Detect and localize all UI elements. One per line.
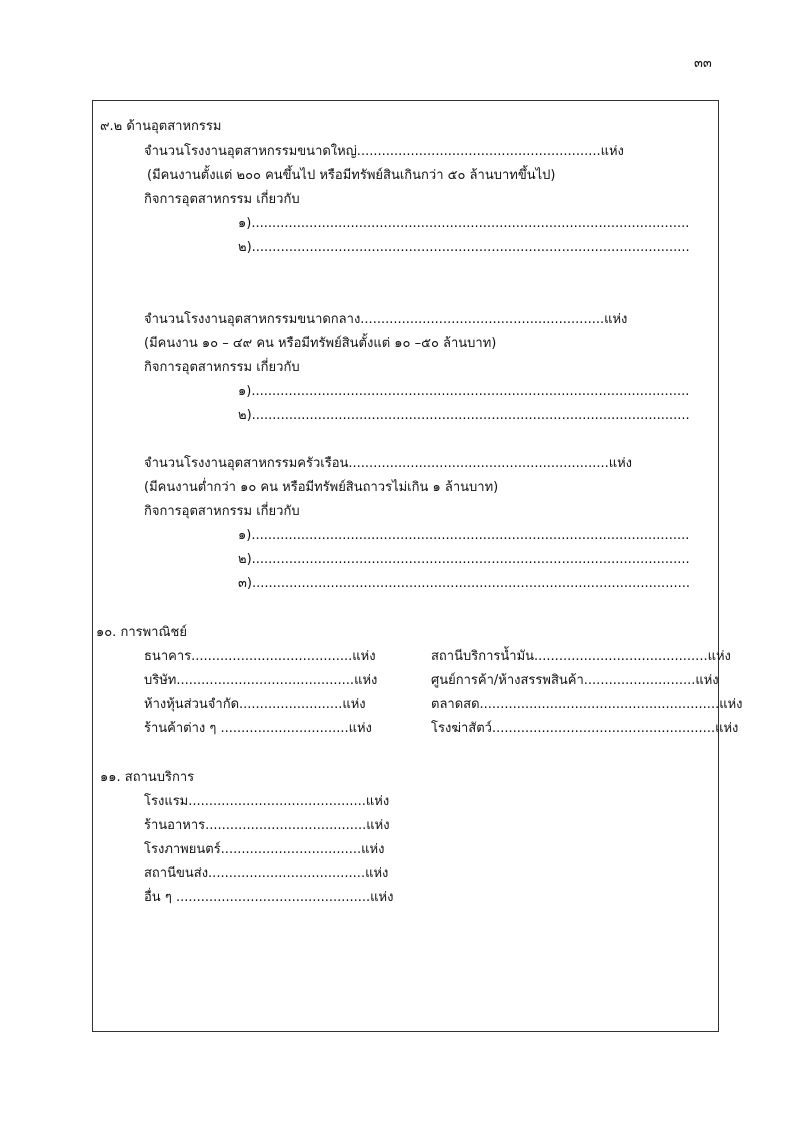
medium-factory-item-1: ๑)..........................................................................................................	[238, 384, 690, 399]
medium-factory-count: จำนวนโรงงานอุตสาหกรรมขนาดกลาง...........................................................แห่ง	[144, 312, 628, 327]
service-cinema: โรงภาพยนตร์..................................แห่ง	[144, 842, 385, 857]
household-factory-item-2: ๒)..........................................................................................................	[238, 552, 690, 567]
commerce-fresh-market: ตลาดสด..........................................................แห่ง	[431, 697, 743, 712]
household-factory-criteria: (มีคนงานต่ำกว่า ๑๐ คน หรือมีทรัพย์สินถาวรไม่เกิน ๑ ล้านบาท)	[144, 480, 499, 495]
medium-factory-criteria: (มีคนงาน ๑๐ – ๔๙ คน หรือมีทรัพย์สินตั้งแต่ ๑๐ –๕๐ ล้านบาท)	[144, 336, 497, 351]
service-other: อื่น ๆ ...............................................แห่ง	[144, 890, 394, 905]
commerce-shops: ร้านค้าต่าง ๆ ...............................แห่ง	[144, 721, 372, 736]
household-factory-count: จำนวนโรงงานอุตสาหกรรมครัวเรือน...............................................................แห่ง	[144, 456, 633, 471]
medium-factory-item-2: ๒)..........................................................................................................	[238, 408, 690, 423]
household-factory-item-1: ๑)..........................................................................................................	[238, 528, 690, 543]
service-transport-station: สถานีขนส่ง......................................แห่ง	[144, 866, 389, 881]
commerce-company: บริษัท...........................................แห่ง	[144, 673, 378, 688]
commerce-bank: ธนาคาร.......................................แห่ง	[144, 649, 376, 664]
section-11-heading: ๑๑. สถานบริการ	[100, 770, 195, 785]
commerce-gas-station: สถานีบริการน้ำมัน..........................................แห่ง	[431, 649, 731, 664]
commerce-partnership: ห้างหุ้นส่วนจำกัด.........................แห่ง	[144, 697, 366, 712]
medium-factory-business-label: กิจการอุตสาหกรรม เกี่ยวกับ	[144, 360, 300, 375]
large-factory-count: จำนวนโรงงานอุตสาหกรรมขนาดใหญ่...........................................................แห่ง	[144, 144, 624, 159]
household-factory-business-label: กิจการอุตสาหกรรม เกี่ยวกับ	[144, 504, 300, 519]
page-number: ๓๓	[694, 56, 712, 71]
service-hotel: โรงแรม...........................................แห่ง	[144, 794, 390, 809]
large-factory-business-label: กิจการอุตสาหกรรม เกี่ยวกับ	[144, 192, 300, 207]
service-restaurant: ร้านอาหาร.......................................แห่ง	[144, 818, 390, 833]
commerce-shopping-center: ศูนย์การค้า/ห้างสรรพสินค้า...........................แห่ง	[431, 673, 719, 688]
section-9-2-heading: ๙.๒ ด้านอุตสาหกรรม	[100, 119, 222, 134]
commerce-slaughterhouse: โรงฆ่าสัตว์......................................................แห่ง	[431, 721, 739, 736]
large-factory-criteria: (มีคนงานตั้งแต่ ๒๐๐ คนขึ้นไป หรือมีทรัพย์สินเกินกว่า ๕๐ ล้านบาทขึ้นไป)	[147, 168, 556, 183]
large-factory-item-2: ๒)..........................................................................................................	[238, 240, 690, 255]
section-10-heading: ๑๐. การพาณิชย์	[96, 625, 187, 640]
large-factory-item-1: ๑)..........................................................................................................	[238, 216, 690, 231]
household-factory-item-3: ๓)..........................................................................................................	[238, 576, 690, 591]
